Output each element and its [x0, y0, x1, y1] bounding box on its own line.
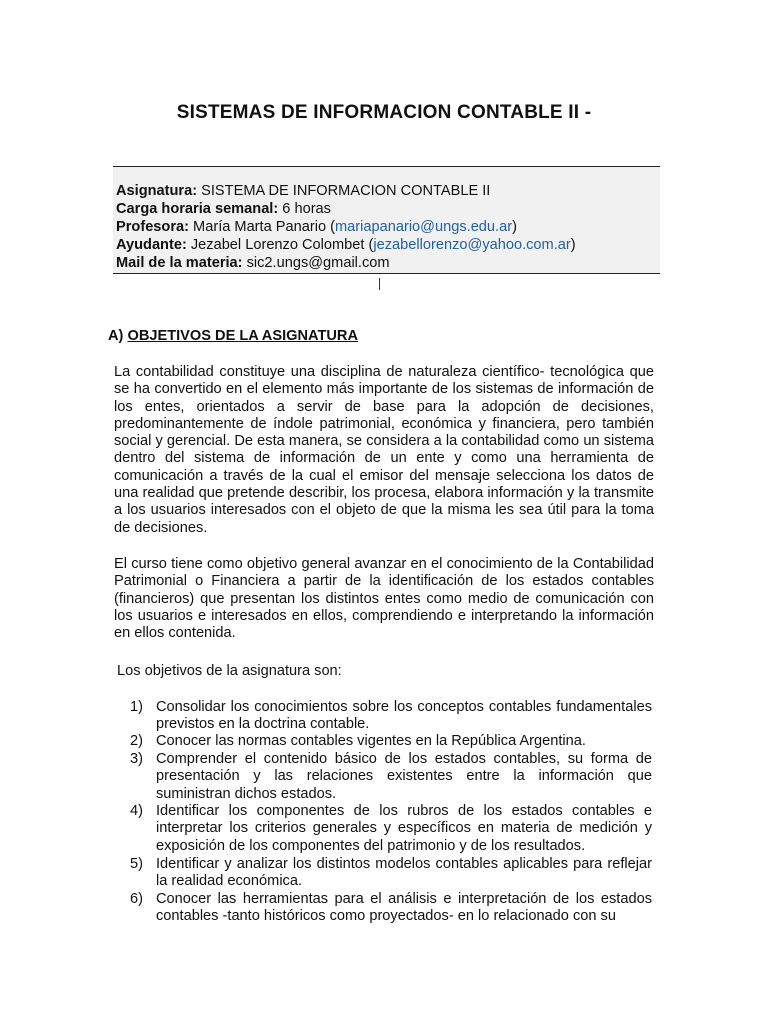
objectives-intro: Los objetivos de la asignatura son:	[117, 663, 342, 679]
objective-item	[130, 856, 652, 891]
ayudante-email-link[interactable]: jezabellorenzo@yahoo.com.ar	[373, 237, 571, 253]
carga-label: Carga horaria semanal:	[116, 201, 279, 217]
profesora-email-link[interactable]: mariapanario@ungs.edu.ar	[335, 219, 513, 235]
asignatura-value: SISTEMA DE INFORMACION CONTABLE II	[197, 183, 491, 199]
carga-horaria-line	[116, 200, 331, 218]
objective-text: Identificar y analizar los distintos modelos contables aplicables para reflejar la realidad económica.	[156, 856, 652, 890]
objective-text: Comprender el contenido básico de los estados contables, su forma de presentación y las relaciones existentes entre la información que suministran dichos estados.	[156, 751, 652, 802]
profesora-name: María Marta Panario (	[189, 219, 335, 235]
objective-item	[130, 803, 652, 855]
carga-value: 6 horas	[278, 201, 331, 217]
course-info-box	[113, 166, 660, 274]
text-cursor-mark	[379, 278, 380, 290]
section-a-prefix: A)	[108, 328, 128, 344]
paragraph-contabilidad: La contabilidad constituye una disciplina de naturaleza científico- tecnológica que se ha convertido en el elemento más importante de los sistemas de información de los entes, orientados a servir de base para la adopción de decisiones, predominantemente de índole patrimonial, económica y financiera, pero también social y gerencial. De esta manera, se considera a la contabilidad como un sistema dentro del sistema de información de un ente y como una herramienta de comunicación a través de la cual el emisor del mensaje selecciona los datos de una realidad que pretende describir, los procesa, elabora información y la transmite a los usuarios interesados con el objeto de que la misma les sea útil para la toma de decisiones.	[114, 364, 654, 536]
ayudante-label: Ayudante:	[116, 237, 187, 253]
ayudante-name: Jezabel Lorenzo Colombet (	[186, 237, 374, 253]
profesora-label: Profesora:	[116, 219, 189, 235]
objective-text: Consolidar los conocimientos sobre los conceptos contables fundamentales previstos en la doctrina contable.	[156, 699, 652, 733]
mail-materia-line	[116, 254, 390, 272]
objective-text: Identificar los componentes de los rubros de los estados contables e interpretar los criterios generales y específicos en materia de medición y exposición de los componentes del patrimonio y de los resultados.	[156, 803, 652, 854]
asignatura-label: Asignatura:	[116, 183, 198, 199]
objective-number: 2)	[130, 733, 143, 749]
section-a-title: OBJETIVOS DE LA ASIGNATURA	[127, 328, 359, 344]
objective-item	[130, 699, 652, 734]
ayudante-line	[116, 236, 576, 254]
mail-label: Mail de la materia:	[116, 255, 243, 271]
objective-item	[130, 751, 652, 803]
section-a-heading	[108, 328, 358, 344]
profesora-line	[116, 218, 517, 236]
objective-number: 6)	[130, 891, 143, 907]
objective-number: 5)	[130, 856, 143, 872]
objective-item	[130, 891, 652, 926]
objective-number: 4)	[130, 803, 143, 819]
asignatura-line	[116, 182, 490, 200]
objective-text: Conocer las normas contables vigentes en la República Argentina.	[156, 733, 586, 749]
paragraph-curso: El curso tiene como objetivo general avanzar en el conocimiento de la Contabilidad Patrimonial o Financiera a partir de la identificación de los estados contables (financieros) que presentan los distintos entes como medio de comunicación con los usuarios e interesados en ellos, comprendiendo e interpretando la información en ellos contenida.	[114, 556, 654, 642]
objective-text: Conocer las herramientas para el análisis e interpretación de los estados contables -tanto históricos como proyectados- en lo relacionado con su	[156, 891, 652, 925]
objective-item	[130, 733, 652, 750]
objective-number: 3)	[130, 751, 143, 767]
ayudante-close-paren: )	[570, 237, 576, 253]
document-title: SISTEMAS DE INFORMACION CONTABLE II -	[176, 102, 592, 123]
objective-number: 1)	[130, 699, 143, 715]
profesora-close-paren: )	[512, 219, 517, 235]
mail-value: sic2.ungs@gmail.com	[242, 255, 390, 271]
